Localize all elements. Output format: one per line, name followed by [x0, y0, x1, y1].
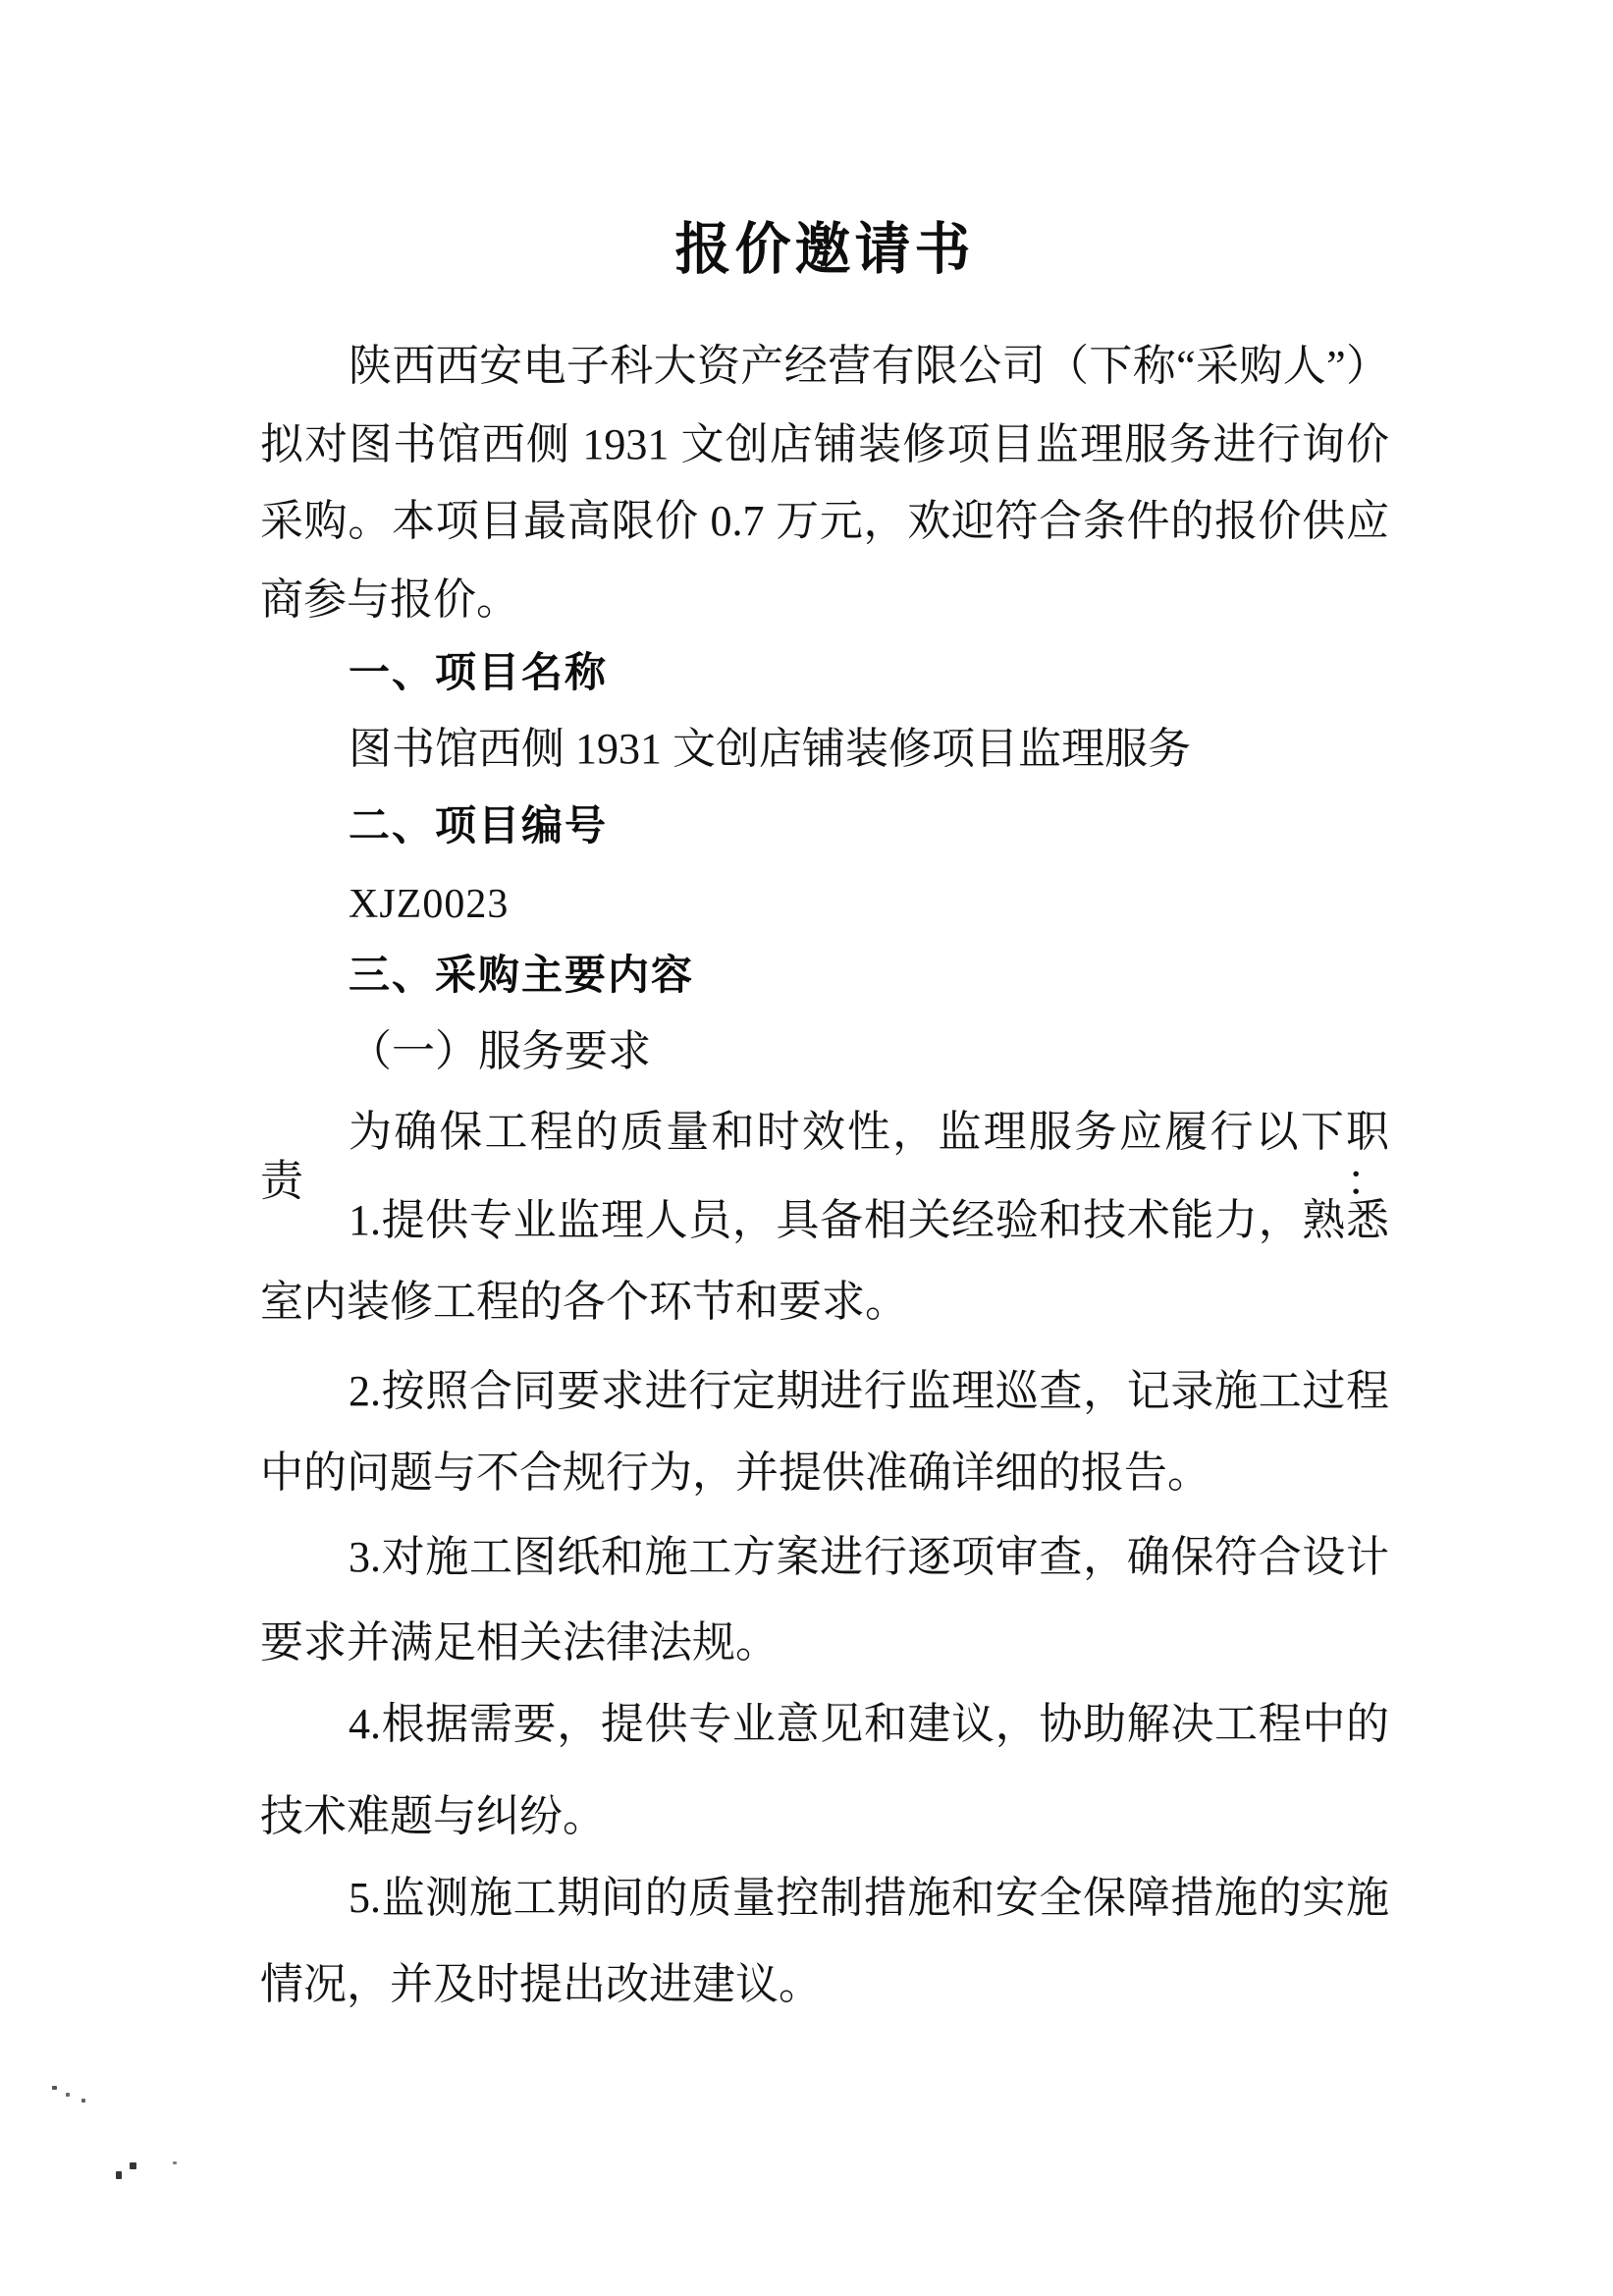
scan-artifact-dot: [81, 2099, 85, 2103]
duty-item-4-line-2: 技术难题与纠纷。: [260, 1792, 606, 1840]
document-title: 报价邀请书: [674, 219, 975, 281]
duty-item-5-line-1: 5.监测施工期间的质量控制措施和安全保障措施的实施: [349, 1874, 1389, 1922]
scan-artifact-dot: [173, 2161, 177, 2164]
intro-line-4: 商参与报价。: [260, 575, 519, 624]
intro-line-2: 拟对图书馆西侧 1931 文创店铺装修项目监理服务进行询价: [260, 420, 1389, 468]
section-heading-3: 三、采购主要内容: [349, 952, 695, 998]
scan-artifact-dot: [66, 2093, 70, 2097]
duty-item-1-line-2: 室内装修工程的各个环节和要求。: [260, 1278, 908, 1326]
project-name-line: 图书馆西侧 1931 文创店铺装修项目监理服务: [349, 725, 1191, 773]
duty-item-4-line-1: 4.根据需要，提供专业意见和建议，协助解决工程中的: [349, 1700, 1389, 1748]
scan-artifact-dot: [130, 2162, 136, 2169]
section-heading-1: 一、项目名称: [349, 649, 609, 695]
section-heading-2: 二、项目编号: [349, 802, 609, 848]
scan-artifact-dot: [52, 2086, 57, 2090]
duty-item-2-line-2: 中的问题与不合规行为，并提供准确详细的报告。: [260, 1449, 1210, 1497]
duty-item-1-line-1: 1.提供专业监理人员，具备相关经验和技术能力，熟悉: [349, 1196, 1389, 1244]
scan-artifact-dot: [116, 2171, 122, 2179]
duty-intro-line: 为确保工程的质量和时效性，监理服务应履行以下职责：: [260, 1108, 1389, 1205]
duty-item-2-line-1: 2.按照合同要求进行定期进行监理巡查，记录施工过程: [349, 1367, 1389, 1415]
duty-item-3-line-2: 要求并满足相关法律法规。: [260, 1618, 779, 1667]
intro-line-3: 采购。本项目最高限价 0.7 万元，欢迎符合条件的报价供应: [260, 497, 1389, 545]
duty-item-3-line-1: 3.对施工图纸和施工方案进行逐项审查，确保符合设计: [349, 1533, 1389, 1581]
intro-line-1: 陕西西安电子科大资产经营有限公司（下称“采购人”）: [349, 342, 1389, 390]
subsection-heading: （一）服务要求: [349, 1027, 651, 1075]
duty-item-5-line-2: 情况，并及时提出改进建议。: [260, 1960, 822, 2008]
project-number-value: XJZ0023: [349, 882, 510, 927]
